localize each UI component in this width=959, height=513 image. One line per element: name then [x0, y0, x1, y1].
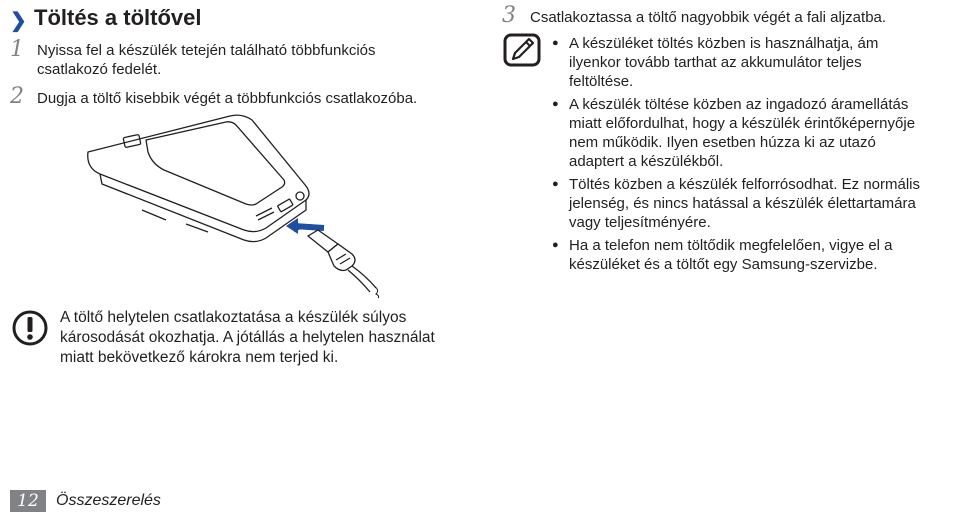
exclamation-icon	[12, 310, 48, 346]
charger-plug	[308, 230, 355, 271]
note-pen-icon	[503, 33, 541, 67]
note-bullet-1: ● A készüléket töltés közben is használhatja, ám ilyenkor tovább tarthat az akkumulátor teljes feltöltése.	[552, 35, 879, 90]
step-3-line-1: Csatlakoztassa a töltő nagyobbik végét a fali aljzatba.	[530, 9, 887, 26]
chapter-label: Összeszerelés	[56, 492, 161, 509]
warning-line-3: miatt bekövetkező károkra nem terjed ki.	[60, 349, 339, 366]
phone-body	[88, 115, 309, 232]
warning-line-2: károsodását okozhatja. A jótállás a helytelen használat	[60, 329, 435, 346]
note-bullet-3: ● Töltés közben a készülék felforrósodhat. Ez normális jelenség, és nincs hatással a készülék élettartamára vagy teljesítményére.	[552, 176, 920, 231]
step-1-number: 1	[10, 37, 24, 62]
step-1-text	[37, 41, 376, 79]
step-2-number: 2	[10, 84, 24, 109]
note-bullet-2: ● A készülék töltése közben az ingadozó áramellátás miatt előfordulhat, hogy a készülék érintőképernyője nem működik. Ilyen esetben húzza ki az utazó adaptert a készülékből.	[552, 96, 916, 170]
step-2-line-1: Dugja a töltő kisebbik végét a többfunkciós csatlakozóba.	[37, 90, 418, 107]
step-3-number: 3	[502, 3, 516, 28]
phone-charging-illustration	[80, 100, 390, 300]
warning-line-1: A töltő helytelen csatlakoztatása a készülék súlyos	[60, 309, 407, 326]
notes-list	[552, 34, 957, 274]
step-1-line-2: csatlakozó fedelét.	[37, 61, 162, 78]
step-3-text	[530, 8, 886, 27]
warning-text	[60, 308, 435, 368]
step-1-line-1: Nyissa fel a készülék tetején található többfunkciós	[37, 42, 376, 59]
section-arrow-icon: ❯	[10, 10, 27, 32]
section-title: Töltés a töltővel	[34, 5, 202, 30]
note-bullet-4: ● Ha a telefon nem töltődik megfelelően, vigye el a készüléket és a töltőt egy Samsung-szervizbe.	[552, 237, 893, 273]
page-number: 12	[10, 490, 46, 512]
